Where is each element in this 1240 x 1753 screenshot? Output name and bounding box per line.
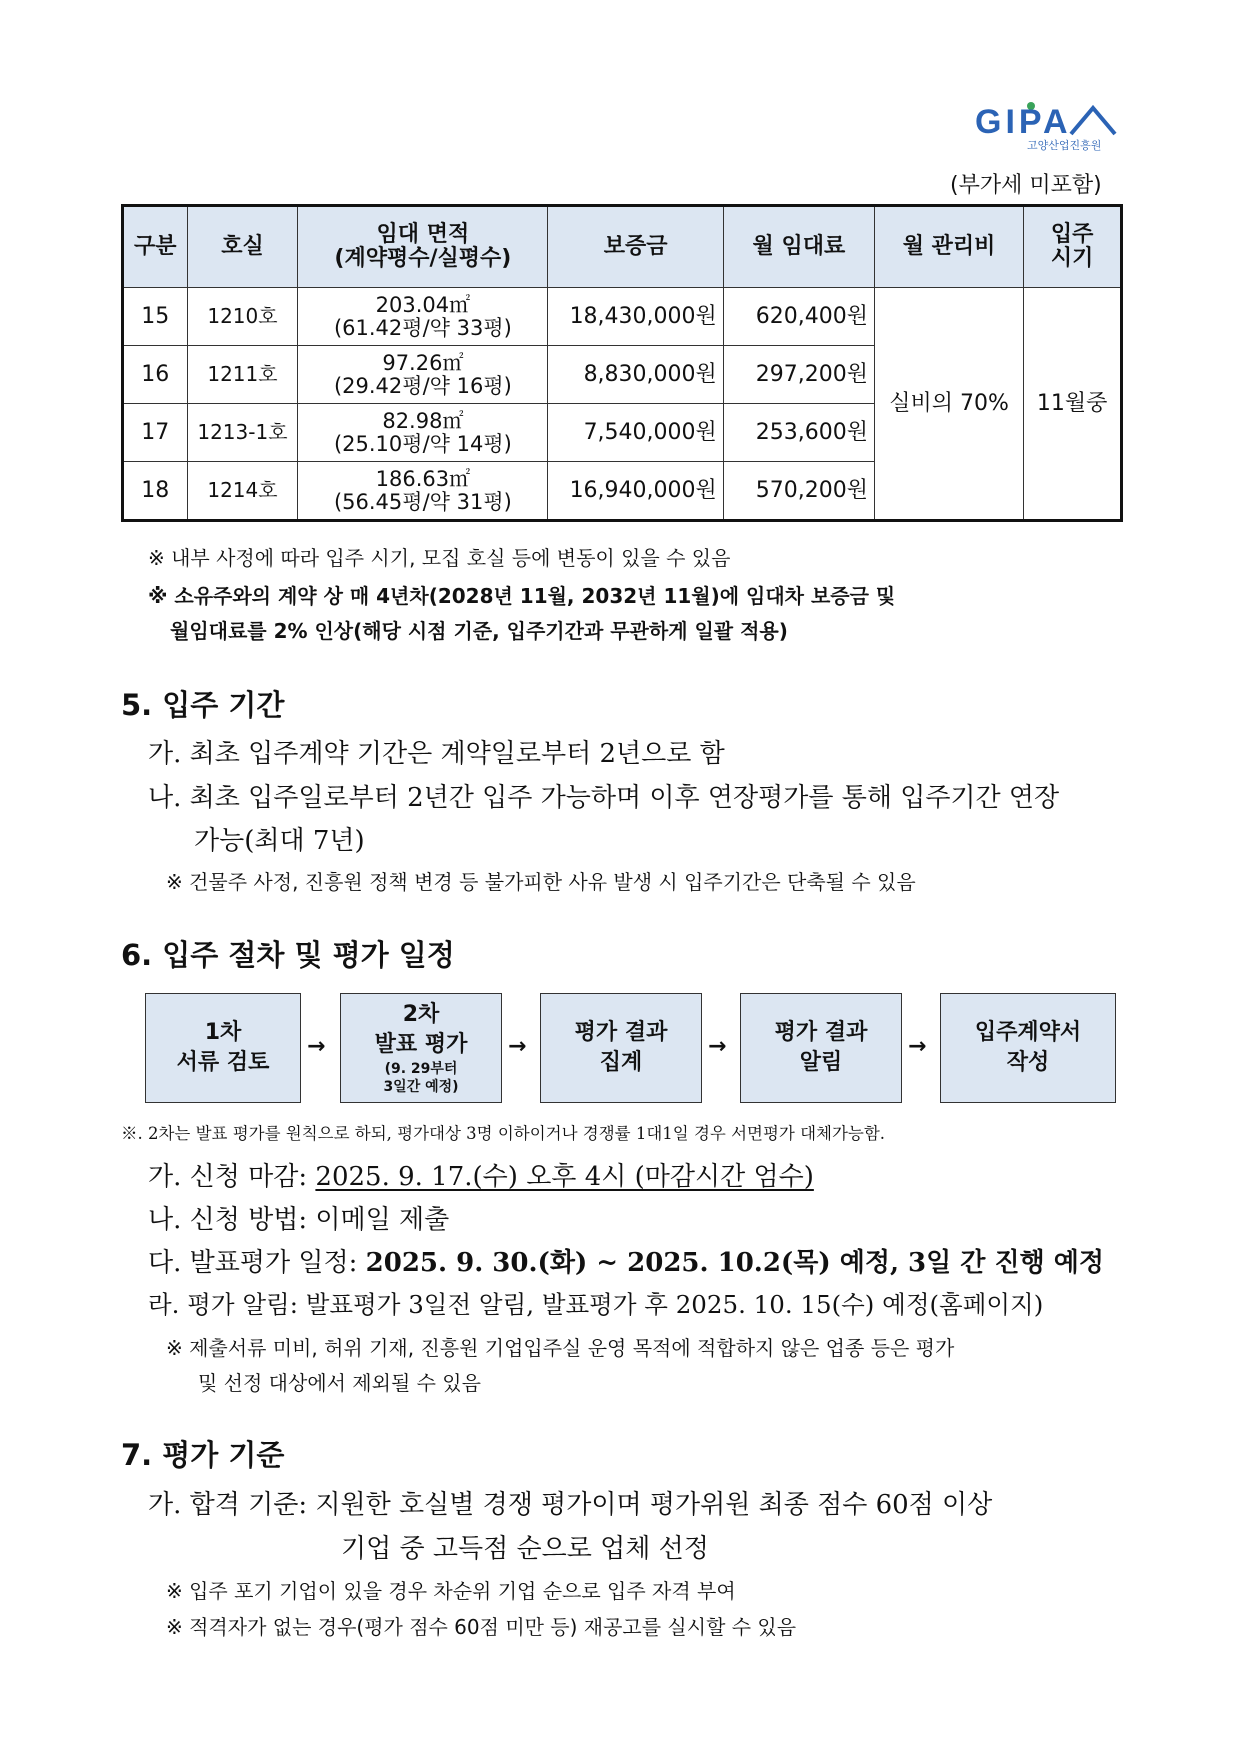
section-7-title: 7. 평가 기준 (121, 1438, 285, 1472)
step-4-line2: 알림 (799, 1050, 843, 1075)
table-note-1: ※ 내부 사정에 따라 입주 시기, 모집 호실 등에 변동이 있을 수 있음 (148, 546, 731, 570)
header-gubun: 구분 (123, 206, 188, 288)
arrow-icon: → (508, 1034, 527, 1059)
cell-no: 15 (123, 288, 188, 346)
section-5-item-na-line1: 나. 최초 입주일로부터 2년간 입주 가능하며 이후 연장평가를 통해 입주기간 연장 (148, 783, 1060, 813)
section-6-item-na: 나. 신청 방법: 이메일 제출 (148, 1205, 450, 1235)
header-mgmt: 월 관리비 (874, 206, 1023, 288)
section-5-item-ga: 가. 최초 입주계약 기간은 계약일로부터 2년으로 함 (148, 739, 725, 769)
cell-move: 11월중 (1024, 288, 1122, 521)
step-4-line1: 평가 결과 (774, 1020, 868, 1046)
deadline-value: 2025. 9. 17.(수) 오후 4시 (마감시간 엄수) (315, 1162, 814, 1192)
gipa-logo-mark (975, 100, 1135, 152)
header-move-line2: 시기 (1050, 246, 1094, 271)
area-m2: 203.04㎡ (375, 293, 471, 318)
arrow-icon: → (908, 1034, 927, 1059)
section-6-note2-line2: 및 선정 대상에서 제외될 수 있음 (198, 1371, 481, 1395)
cell-rent: 620,400원 (723, 288, 874, 346)
cell-deposit: 7,540,000원 (548, 404, 723, 462)
section-7-note-1: ※ 입주 포기 기업이 있을 경우 차순위 기업 순으로 입주 자격 부여 (166, 1579, 736, 1603)
area-m2: 97.26㎡ (382, 351, 464, 376)
cell-room: 1214호 (187, 462, 298, 521)
section-7-item-ga-line1: 가. 합격 기준: 지원한 호실별 경쟁 평가이며 평가위원 최종 점수 60점 이상 (148, 1490, 993, 1520)
cell-room: 1213-1호 (187, 404, 298, 462)
step-3-line1: 평가 결과 (574, 1020, 668, 1046)
arrow-icon: → (307, 1034, 326, 1059)
section-5-title: 5. 입주 기간 (121, 688, 285, 722)
section-7-item-ga-line2: 기업 중 고득점 순으로 업체 선정 (341, 1534, 709, 1564)
cell-rent: 253,600원 (723, 404, 874, 462)
process-step-5 (940, 993, 1116, 1103)
section-6-item-da (148, 1242, 1104, 1279)
section-6-item-ra: 라. 평가 알림: 발표평가 3일전 알림, 발표평가 후 2025. 10. 15(수) 예정(홈페이지) (148, 1290, 1044, 1319)
header-move (1024, 206, 1122, 288)
section-5-note: ※ 건물주 사정, 진흥원 정책 변경 등 불가피한 사유 발생 시 입주기간은 단축될 수 있음 (166, 870, 916, 894)
header-area (298, 206, 548, 288)
cell-room: 1211호 (187, 346, 298, 404)
step-2-sub1: (9. 29부터 (384, 1060, 458, 1077)
presentation-schedule-value: 2025. 9. 30.(화) ~ 2025. 10.2(목) 예정, 3일 간 진행 예정 (365, 1248, 1104, 1278)
area-py: (25.10평/약 14평) (333, 431, 512, 456)
table-row (123, 288, 1122, 346)
area-py: (61.42평/약 33평) (333, 315, 512, 340)
table-note-2-line2: 월임대료를 2% 인상(해당 시점 기준, 입주기간과 무관하게 일괄 적용) (170, 619, 788, 643)
header-move-line1: 입주 (1050, 221, 1094, 247)
item-ga-label: 가. 신청 마감: (148, 1162, 316, 1192)
header-area-line1: 임대 면적 (376, 221, 470, 247)
header-deposit: 보증금 (548, 206, 723, 288)
cell-no: 16 (123, 346, 188, 404)
cell-mgmt: 실비의 70% (874, 288, 1023, 521)
gipa-logo (975, 100, 1135, 152)
process-step-4 (740, 993, 902, 1103)
cell-deposit: 8,830,000원 (548, 346, 723, 404)
step-5-line1: 입주계약서 (974, 1020, 1082, 1046)
process-step-3 (540, 993, 702, 1103)
cell-rent: 570,200원 (723, 462, 874, 521)
cell-deposit: 18,430,000원 (548, 288, 723, 346)
process-step-2 (340, 993, 502, 1103)
cell-no: 17 (123, 404, 188, 462)
step-2-line2: 발표 평가 (374, 1031, 468, 1057)
section-7-note-2: ※ 적격자가 없는 경우(평가 점수 60점 미만 등) 재공고를 실시할 수 있음 (166, 1615, 797, 1639)
cell-rent: 297,200원 (723, 346, 874, 404)
step-1-line2: 서류 검토 (176, 1050, 270, 1075)
cell-area (298, 404, 548, 462)
cell-no: 18 (123, 462, 188, 521)
area-py: (56.45평/약 31평) (333, 489, 512, 514)
step-5-line2: 작성 (1006, 1050, 1050, 1075)
section-5-item-na-line2: 가능(최대 7년) (194, 826, 365, 856)
svg-text:GIPA: GIPA (975, 103, 1072, 141)
arrow-icon: → (708, 1034, 727, 1059)
section-6-title: 6. 입주 절차 및 평가 일정 (121, 938, 455, 972)
rental-table (121, 204, 1123, 522)
header-area-line2: (계약평수/실평수) (334, 246, 512, 271)
step-2-sub2: 3일간 예정) (383, 1078, 459, 1095)
cell-area (298, 288, 548, 346)
area-m2: 186.63㎡ (375, 467, 471, 492)
cell-area (298, 462, 548, 521)
cell-area (298, 346, 548, 404)
area-py: (29.42평/약 16평) (333, 373, 512, 398)
step-1-line1: 1차 (204, 1020, 242, 1046)
section-6-note2-line1: ※ 제출서류 미비, 허위 기재, 진흥원 기업입주실 운영 목적에 적합하지 않은 업종 등은 평가 (166, 1336, 955, 1360)
step-3-line2: 집계 (599, 1050, 643, 1075)
vat-note: (부가세 미포함) (950, 173, 1102, 198)
header-hosil: 호실 (187, 206, 298, 288)
table-note-2-line1: ※ 소유주와의 계약 상 매 4년차(2028년 11월, 2032년 11월)에 임대차 보증금 및 (148, 584, 896, 608)
cell-deposit: 16,940,000원 (548, 462, 723, 521)
process-step-1 (145, 993, 301, 1103)
area-m2: 82.98㎡ (382, 409, 464, 434)
logo-subtitle: 고양산업진흥원 (1027, 139, 1102, 152)
header-rent: 월 임대료 (723, 206, 874, 288)
item-da-label: 다. 발표평가 일정: (148, 1248, 366, 1278)
cell-room: 1210호 (187, 288, 298, 346)
section-6-item-ga (148, 1156, 814, 1193)
table-header-row (123, 206, 1122, 288)
step-2-line1: 2차 (402, 1002, 440, 1028)
section-6-process-note: ※. 2차는 발표 평가를 원칙으로 하되, 평가대상 3명 이하이거나 경쟁률 1대1일 경우 서면평가 대체가능함. (121, 1124, 886, 1143)
